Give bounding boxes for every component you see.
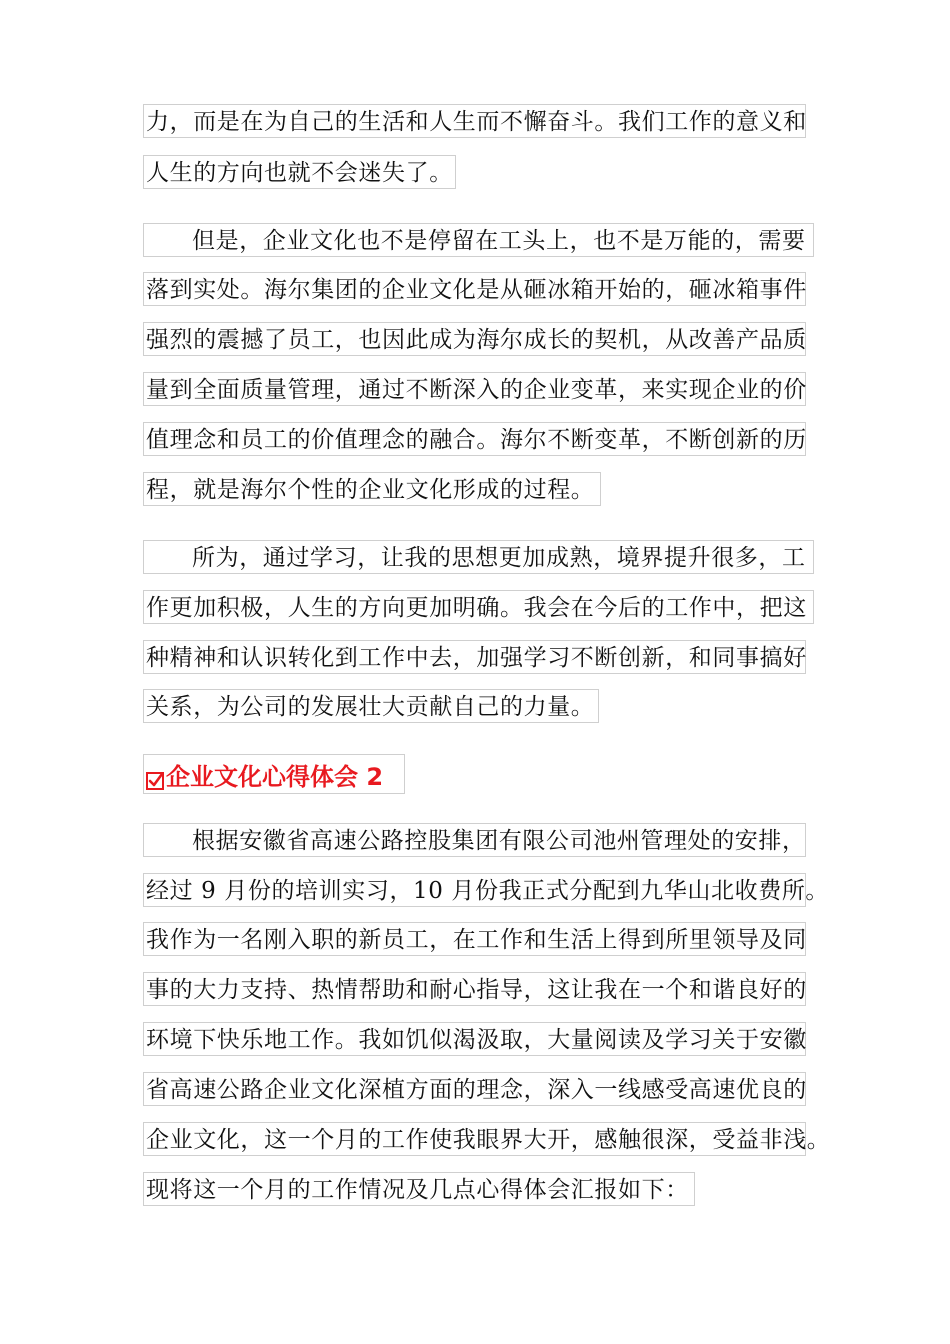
paragraph-4-line: 现将这一个月的工作情况及几点心得体会汇报如下： [143, 1172, 695, 1206]
paragraph-3-line: 作更加积极，人生的方向更加明确。我会在今后的工作中，把这 [143, 590, 814, 624]
section-heading-text: 企业文化心得体会 2 [166, 762, 384, 791]
paragraph-1-line: 人生的方向也就不会迷失了。 [143, 155, 456, 189]
checkbox-checked-icon [146, 768, 164, 786]
paragraph-3-line: 所为，通过学习，让我的思想更加成熟，境界提升很多，工 [143, 540, 814, 574]
paragraph-2-line: 但是，企业文化也不是停留在工头上，也不是万能的，需要 [143, 223, 814, 257]
paragraph-4-line: 根据安徽省高速公路控股集团有限公司池州管理处的安排， [143, 823, 806, 857]
paragraph-4-line: 企业文化，这一个月的工作使我眼界大开，感触很深，受益非浅。 [143, 1122, 806, 1156]
paragraph-3-line: 关系，为公司的发展壮大贡献自己的力量。 [143, 689, 599, 723]
paragraph-4-line: 我作为一名刚入职的新员工，在工作和生活上得到所里领导及同 [143, 922, 806, 956]
paragraph-4-line: 经过 9 月份的培训实习，10 月份我正式分配到九华山北收费所。 [143, 873, 806, 907]
paragraph-2-line: 程，就是海尔个性的企业文化形成的过程。 [143, 472, 601, 506]
paragraph-2-line: 量到全面质量管理，通过不断深入的企业变革，来实现企业的价 [143, 372, 806, 406]
paragraph-2-line: 值理念和员工的价值理念的融合。海尔不断变革，不断创新的历 [143, 422, 806, 456]
paragraph-2-line: 强烈的震撼了员工，也因此成为海尔成长的契机，从改善产品质 [143, 322, 806, 356]
section-heading [143, 754, 405, 794]
paragraph-1-line: 力，而是在为自己的生活和人生而不懈奋斗。我们工作的意义和 [143, 104, 806, 138]
paragraph-2-line: 落到实处。海尔集团的企业文化是从砸冰箱开始的，砸冰箱事件 [143, 272, 806, 306]
paragraph-3-line: 种精神和认识转化到工作中去，加强学习不断创新，和同事搞好 [143, 640, 806, 674]
paragraph-4-line: 环境下快乐地工作。我如饥似渴汲取，大量阅读及学习关于安徽 [143, 1022, 806, 1056]
paragraph-4-line: 事的大力支持、热情帮助和耐心指导，这让我在一个和谐良好的 [143, 972, 806, 1006]
paragraph-4-line: 省高速公路企业文化深植方面的理念，深入一线感受高速优良的 [143, 1072, 806, 1106]
